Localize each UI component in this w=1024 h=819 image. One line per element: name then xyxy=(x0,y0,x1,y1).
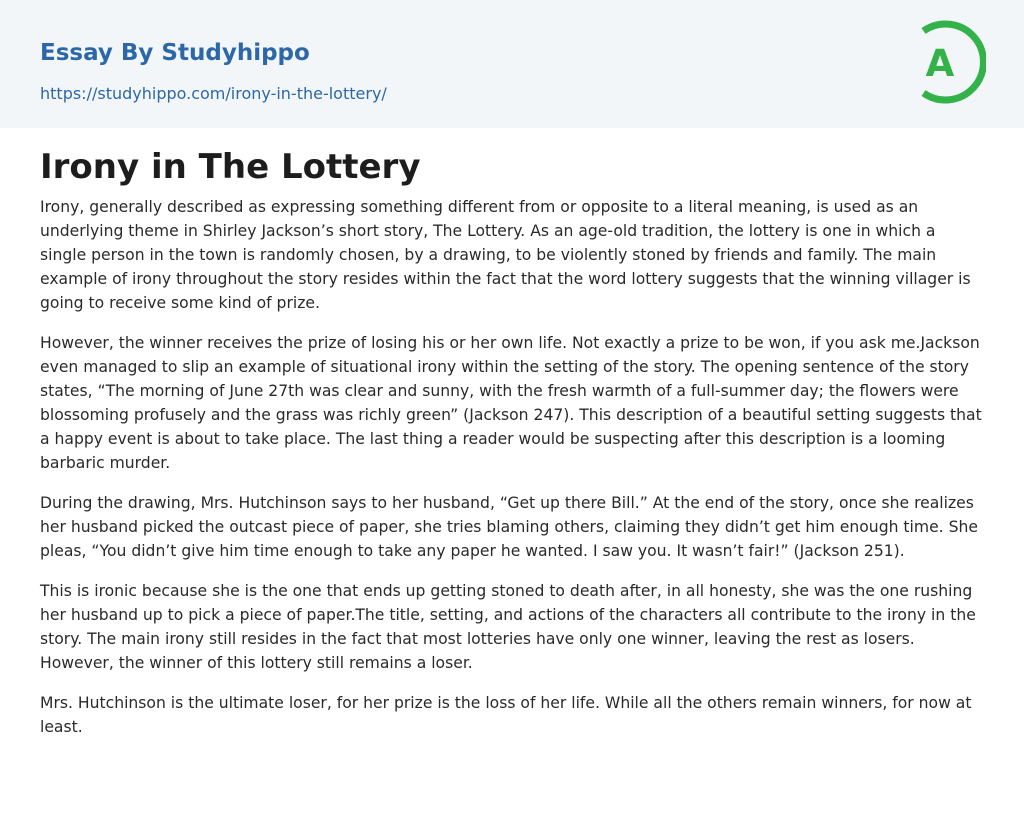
site-brand: Essay By Studyhippo xyxy=(40,40,310,66)
paragraph: Irony, generally described as expressing something different from or opposite to a literal meaning, is used as an underlying theme in Shirley Jackson’s short story, The Lottery. As an age-old tradition, the lottery is one in which a single person in the town is randomly chosen, by a drawing, to be violently stoned by friends and family. The main example of irony throughout the story resides within the fact that the word lottery suggests that the winning villager is going to receive some kind of prize. xyxy=(40,198,971,312)
logo-letter: A xyxy=(925,42,955,85)
site-header xyxy=(0,0,1024,128)
paragraph: Mrs. Hutchinson is the ultimate loser, for her prize is the loss of her life. While all the others remain winners, for now at least. xyxy=(40,694,972,736)
paragraph: However, the winner receives the prize of losing his or her own life. Not exactly a prize to be won, if you ask me.Jackson even managed to slip an example of situational irony within the setting of the story. The opening sentence of the story states, “The morning of June 27th was clear and sunny, with the fresh warmth of a full-summer day; the flowers were blossoming profusely and the grass was richly green” (Jackson 247). This description of a beautiful setting suggests that a happy event is about to take place. The last thing a reader would be suspecting after this description is a looming barbaric murder. xyxy=(40,334,982,472)
page-title: Irony in The Lottery xyxy=(40,147,421,187)
paragraph: This is ironic because she is the one that ends up getting stoned to death after, in all honesty, she was the one rushing her husband up to pick a piece of paper.The title, setting, and actions of the characters all contribute to the irony in the story. The main irony still resides in the fact that most lotteries have only one winner, leaving the rest as losers. However, the winner of this lottery still remains a loser. xyxy=(40,582,976,672)
article-url-link[interactable]: https://studyhippo.com/irony-in-the-lottery/ xyxy=(40,84,387,103)
paragraph: During the drawing, Mrs. Hutchinson says to her husband, “Get up there Bill.” At the end of the story, once she realizes her husband picked the outcast piece of paper, she tries blaming others, claiming they didn’t get him enough time. She pleas, “You didn’t give him time enough to take any paper he wanted. I saw you. It wasn’t fair!” (Jackson 251). xyxy=(40,494,978,560)
article-body xyxy=(40,195,984,755)
studyhippo-logo-icon xyxy=(912,20,986,104)
